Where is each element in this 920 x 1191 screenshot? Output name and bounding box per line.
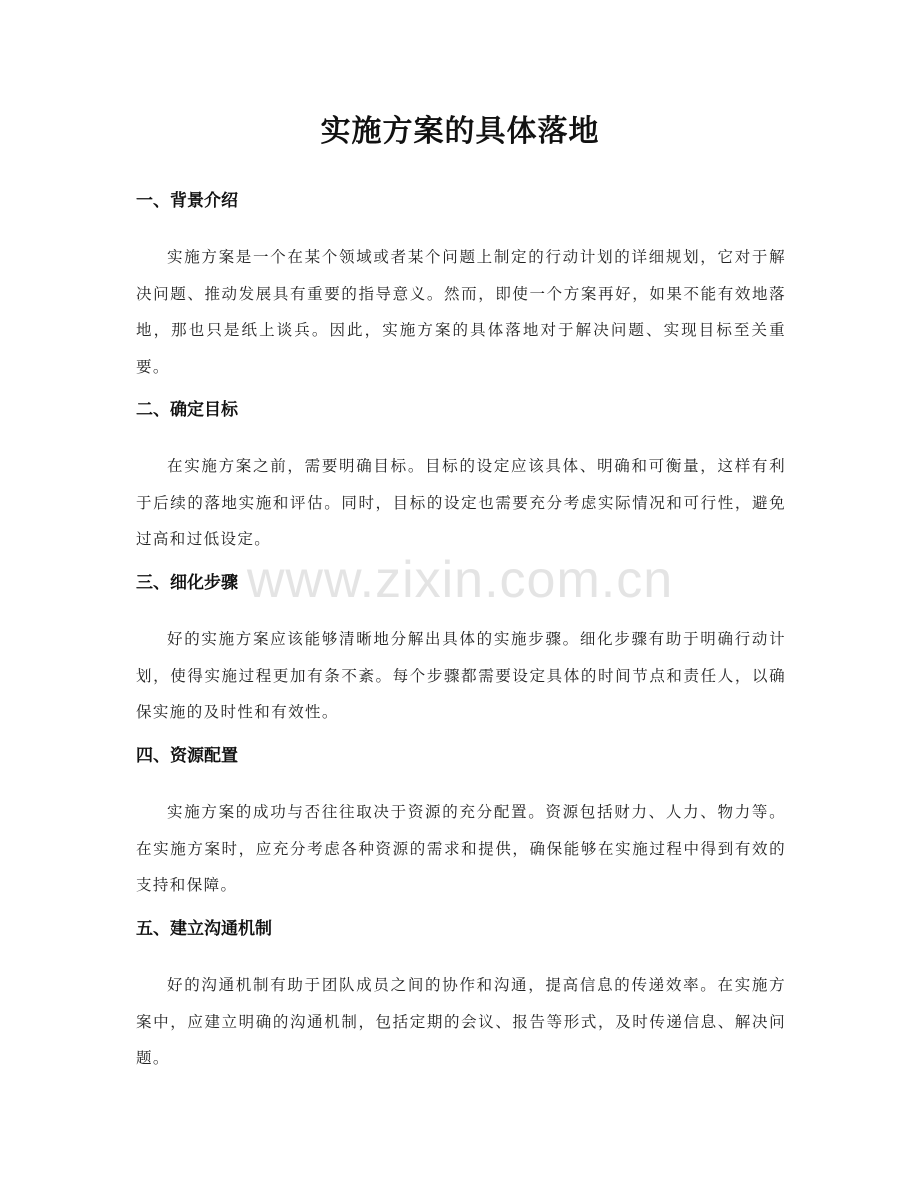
- section-paragraph: 好的实施方案应该能够清晰地分解出具体的实施步骤。细化步骤有助于明确行动计划，使得实施过程更加有条不紊。每个步骤都需要设定具体的时间节点和责任人，以确保实施的及时性和有效性。: [136, 630, 786, 721]
- section-heading: 一、背景介绍: [136, 191, 238, 211]
- section-paragraph: 实施方案是一个在某个领域或者某个问题上制定的行动计划的详细规划，它对于解决问题、推动发展具有重要的指导意义。然而，即使一个方案再好，如果不能有效地落地，那也只是纸上谈兵。因此，实施方案的具体落地对于解决问题、实现目标至关重要。: [136, 248, 786, 376]
- section-define-goals: [136, 397, 786, 558]
- section-paragraph: 好的沟通机制有助于团队成员之间的协作和沟通，提高信息的传递效率。在实施方案中，应建立明确的沟通机制，包括定期的会议、报告等形式，及时传递信息、解决问题。: [136, 976, 786, 1067]
- section-heading: 二、确定目标: [136, 400, 238, 420]
- watermark-text: www.zixin.com.cn: [246, 551, 674, 609]
- section-heading: 四、资源配置: [136, 746, 238, 766]
- page-title: 实施方案的具体落地: [320, 114, 600, 149]
- section-paragraph: 在实施方案之前，需要明确目标。目标的设定应该具体、明确和可衡量，这样有利于后续的落地实施和评估。同时，目标的设定也需要充分考虑实际情况和可行性，避免过高和过低设定。: [136, 457, 786, 548]
- section-resource-allocation: [136, 743, 786, 904]
- section-heading: 三、细化步骤: [136, 573, 238, 593]
- section-communication: [136, 916, 786, 1077]
- section-heading: 五、建立沟通机制: [136, 919, 272, 939]
- section-background: [136, 188, 786, 385]
- section-refine-steps: [136, 570, 786, 731]
- section-paragraph: 实施方案的成功与否往往取决于资源的充分配置。资源包括财力、人力、物力等。在实施方案时，应充分考虑各种资源的需求和提供，确保能够在实施过程中得到有效的支持和保障。: [136, 803, 786, 894]
